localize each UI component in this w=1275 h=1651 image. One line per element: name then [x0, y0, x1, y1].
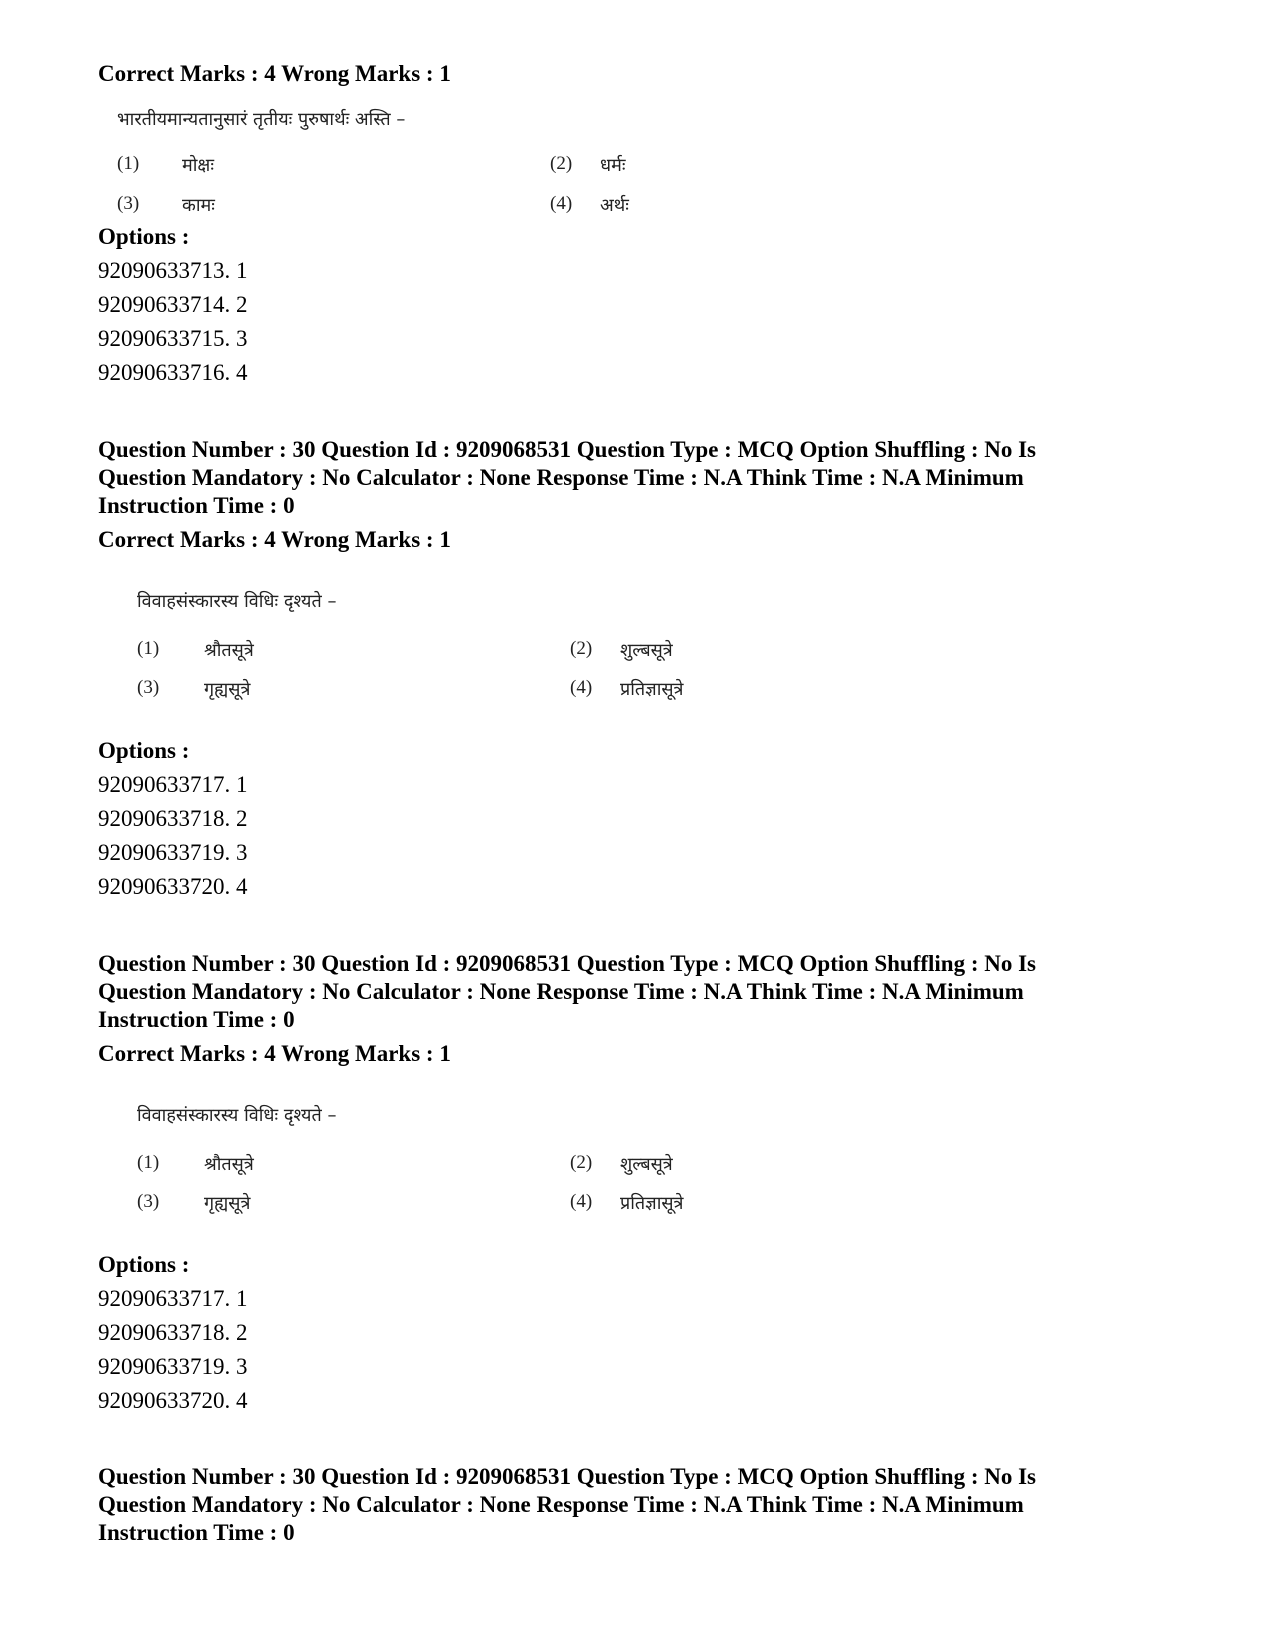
choice-text: गृह्यसूत्रे — [204, 679, 251, 700]
options-label: Options : — [98, 1252, 190, 1277]
choice-number: (3) — [137, 677, 160, 698]
option-line: 92090633719. 3 — [98, 840, 248, 865]
choice-number: (2) — [570, 1152, 593, 1173]
choice-number: (3) — [117, 193, 140, 214]
choice-number: (2) — [570, 638, 593, 659]
option-line: 92090633715. 3 — [98, 326, 248, 351]
choice-number: (4) — [570, 677, 593, 698]
option-line: 92090633719. 3 — [98, 1354, 248, 1379]
option-line: 92090633717. 1 — [98, 772, 248, 797]
meta-line: Question Mandatory : No Calculator : None Response Time : N.A Think Time : N.A Minimum — [98, 979, 1024, 1004]
meta-line: Question Number : 30 Question Id : 9209068531 Question Type : MCQ Option Shuffling : No Is — [98, 437, 1037, 462]
choice-text: कामः — [182, 195, 215, 216]
options-label: Options : — [98, 738, 190, 763]
option-line: 92090633716. 4 — [98, 360, 248, 385]
choice-number: (1) — [137, 638, 160, 659]
question-meta — [98, 436, 1198, 520]
option-line: 92090633720. 4 — [98, 874, 248, 899]
marks-line: Correct Marks : 4 Wrong Marks : 1 — [98, 61, 451, 86]
question-text: विवाहसंस्कारस्य विधिः दृश्यते – — [137, 591, 337, 612]
choice-text: मोक्षः — [182, 155, 214, 176]
question-text: विवाहसंस्कारस्य विधिः दृश्यते – — [137, 1105, 337, 1126]
meta-line: Question Number : 30 Question Id : 9209068531 Question Type : MCQ Option Shuffling : No Is — [98, 1464, 1037, 1489]
question-meta — [98, 950, 1198, 1034]
choice-text: श्रौतसूत्रे — [204, 1154, 254, 1175]
meta-line: Instruction Time : 0 — [98, 1520, 295, 1545]
option-line: 92090633717. 1 — [98, 1286, 248, 1311]
choice-text: शुल्बसूत्रे — [620, 1154, 673, 1175]
choice-number: (2) — [550, 153, 573, 174]
choice-number: (4) — [550, 193, 573, 214]
option-line: 92090633720. 4 — [98, 1388, 248, 1413]
choice-number: (4) — [570, 1191, 593, 1212]
option-line: 92090633713. 1 — [98, 258, 248, 283]
question-text: भारतीयमान्यतानुसारं तृतीयः पुरुषार्थः अस्ति – — [117, 109, 406, 130]
choice-number: (3) — [137, 1191, 160, 1212]
options-label: Options : — [98, 224, 190, 249]
meta-line: Instruction Time : 0 — [98, 493, 295, 518]
choice-number: (1) — [137, 1152, 160, 1173]
choice-text: धर्मः — [600, 155, 626, 176]
choice-text: प्रतिज्ञासूत्रे — [620, 1193, 684, 1214]
question-meta — [98, 1463, 1198, 1547]
option-line: 92090633714. 2 — [98, 292, 248, 317]
marks-line: Correct Marks : 4 Wrong Marks : 1 — [98, 527, 451, 552]
marks-line: Correct Marks : 4 Wrong Marks : 1 — [98, 1041, 451, 1066]
meta-line: Question Mandatory : No Calculator : None Response Time : N.A Think Time : N.A Minimum — [98, 1492, 1024, 1517]
choice-text: शुल्बसूत्रे — [620, 640, 673, 661]
choice-text: श्रौतसूत्रे — [204, 640, 254, 661]
choice-text: गृह्यसूत्रे — [204, 1193, 251, 1214]
choice-number: (1) — [117, 153, 140, 174]
meta-line: Question Number : 30 Question Id : 9209068531 Question Type : MCQ Option Shuffling : No Is — [98, 951, 1037, 976]
choice-text: प्रतिज्ञासूत्रे — [620, 679, 684, 700]
choice-text: अर्थः — [600, 195, 629, 216]
meta-line: Question Mandatory : No Calculator : None Response Time : N.A Think Time : N.A Minimum — [98, 465, 1024, 490]
option-line: 92090633718. 2 — [98, 806, 248, 831]
option-line: 92090633718. 2 — [98, 1320, 248, 1345]
meta-line: Instruction Time : 0 — [98, 1007, 295, 1032]
